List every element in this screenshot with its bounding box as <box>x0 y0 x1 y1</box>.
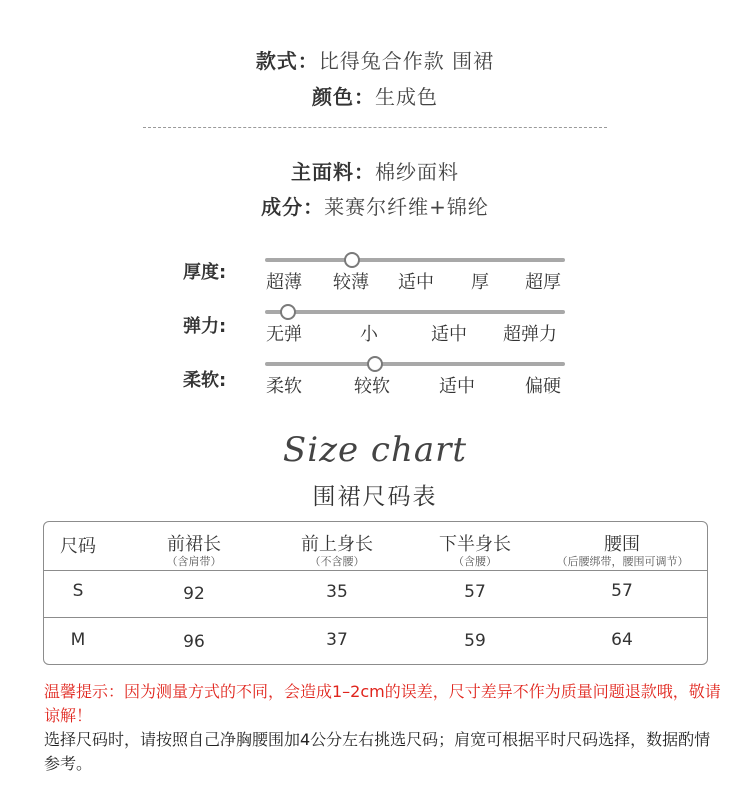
header-size: 尺码 <box>60 536 96 557</box>
advice-note: 选择尺码时，请按照自己净胸腰围加4公分左右挑选尺码；肩宽可根据平时尺码选择，数据酌情参考。 <box>44 730 711 773</box>
dashed-divider <box>143 127 607 128</box>
style-value: 比得兔合作款 围裙 <box>318 49 495 73</box>
thickness-track <box>265 258 565 262</box>
color-label: 颜色： <box>312 85 375 109</box>
elasticity-tick-0: 无弹 <box>266 324 302 345</box>
thickness-tick-3: 厚 <box>471 272 489 293</box>
header-upper-length-sub: （不含腰） <box>309 555 365 568</box>
row-m-front-length: 96 <box>183 632 205 652</box>
header-upper-length: 前上身长 <box>301 534 373 555</box>
softness-label: 柔软: <box>183 370 227 391</box>
table-row-divider <box>43 617 708 618</box>
row-m-size: M <box>70 630 86 650</box>
thickness-tick-1: 较薄 <box>333 272 369 293</box>
header-front-length-sub: （含肩带） <box>166 555 222 568</box>
row-m-upper-length: 37 <box>326 630 348 650</box>
elasticity-label: 弹力: <box>183 316 227 337</box>
header-waist-sub: （后腰绑带，腰围可调节） <box>556 555 689 568</box>
softness-track <box>265 362 565 366</box>
row-s-waist: 57 <box>611 581 633 601</box>
size-chart-title: 围裙尺码表 <box>312 484 438 510</box>
fabric-line <box>0 156 750 185</box>
size-chart-script-title: Size chart <box>282 430 468 470</box>
row-s-front-length: 92 <box>183 584 205 604</box>
fabric-label: 主面料： <box>291 160 375 184</box>
row-s-upper-length: 35 <box>326 582 348 602</box>
composition-label: 成分： <box>261 195 325 219</box>
warning-note: 温馨提示：因为测量方式的不同，会造成1–2cm的误差，尺寸差异不作为质量问题退款哦，敬请谅解！ <box>44 682 721 725</box>
row-s-size: S <box>72 581 84 601</box>
thickness-tick-2: 适中 <box>398 272 434 293</box>
header-waist: 腰围 <box>604 534 640 555</box>
elasticity-track <box>265 310 565 314</box>
header-lower-length: 下半身长 <box>439 534 511 555</box>
elasticity-tick-1: 小 <box>360 324 378 345</box>
row-m-lower-length: 59 <box>464 631 486 651</box>
thickness-label: 厚度: <box>183 262 227 283</box>
softness-tick-2: 适中 <box>439 376 475 397</box>
softness-tick-0: 柔软 <box>266 376 302 397</box>
header-front-length: 前裙长 <box>167 534 221 555</box>
thickness-tick-0: 超薄 <box>266 272 302 293</box>
composition-line <box>0 191 750 220</box>
row-m-waist: 64 <box>611 630 633 650</box>
composition-value: 莱赛尔纤维+锦纶 <box>324 195 489 219</box>
thickness-tick-4: 超厚 <box>525 272 561 293</box>
table-header-divider <box>43 570 708 571</box>
thickness-knob <box>344 252 360 268</box>
elasticity-knob <box>280 304 296 320</box>
style-label: 款式： <box>255 49 319 73</box>
row-s-lower-length: 57 <box>464 582 486 602</box>
elasticity-tick-2: 适中 <box>431 324 467 345</box>
softness-tick-3: 偏硬 <box>525 376 561 397</box>
elasticity-tick-3: 超弹力 <box>503 324 557 345</box>
header-lower-length-sub: （含腰） <box>453 555 497 568</box>
style-line <box>0 45 750 74</box>
softness-knob <box>367 356 383 372</box>
color-value: 生成色 <box>375 85 438 109</box>
softness-tick-1: 较软 <box>354 376 390 397</box>
color-line <box>0 81 750 110</box>
fabric-value: 棉纱面料 <box>375 160 459 184</box>
